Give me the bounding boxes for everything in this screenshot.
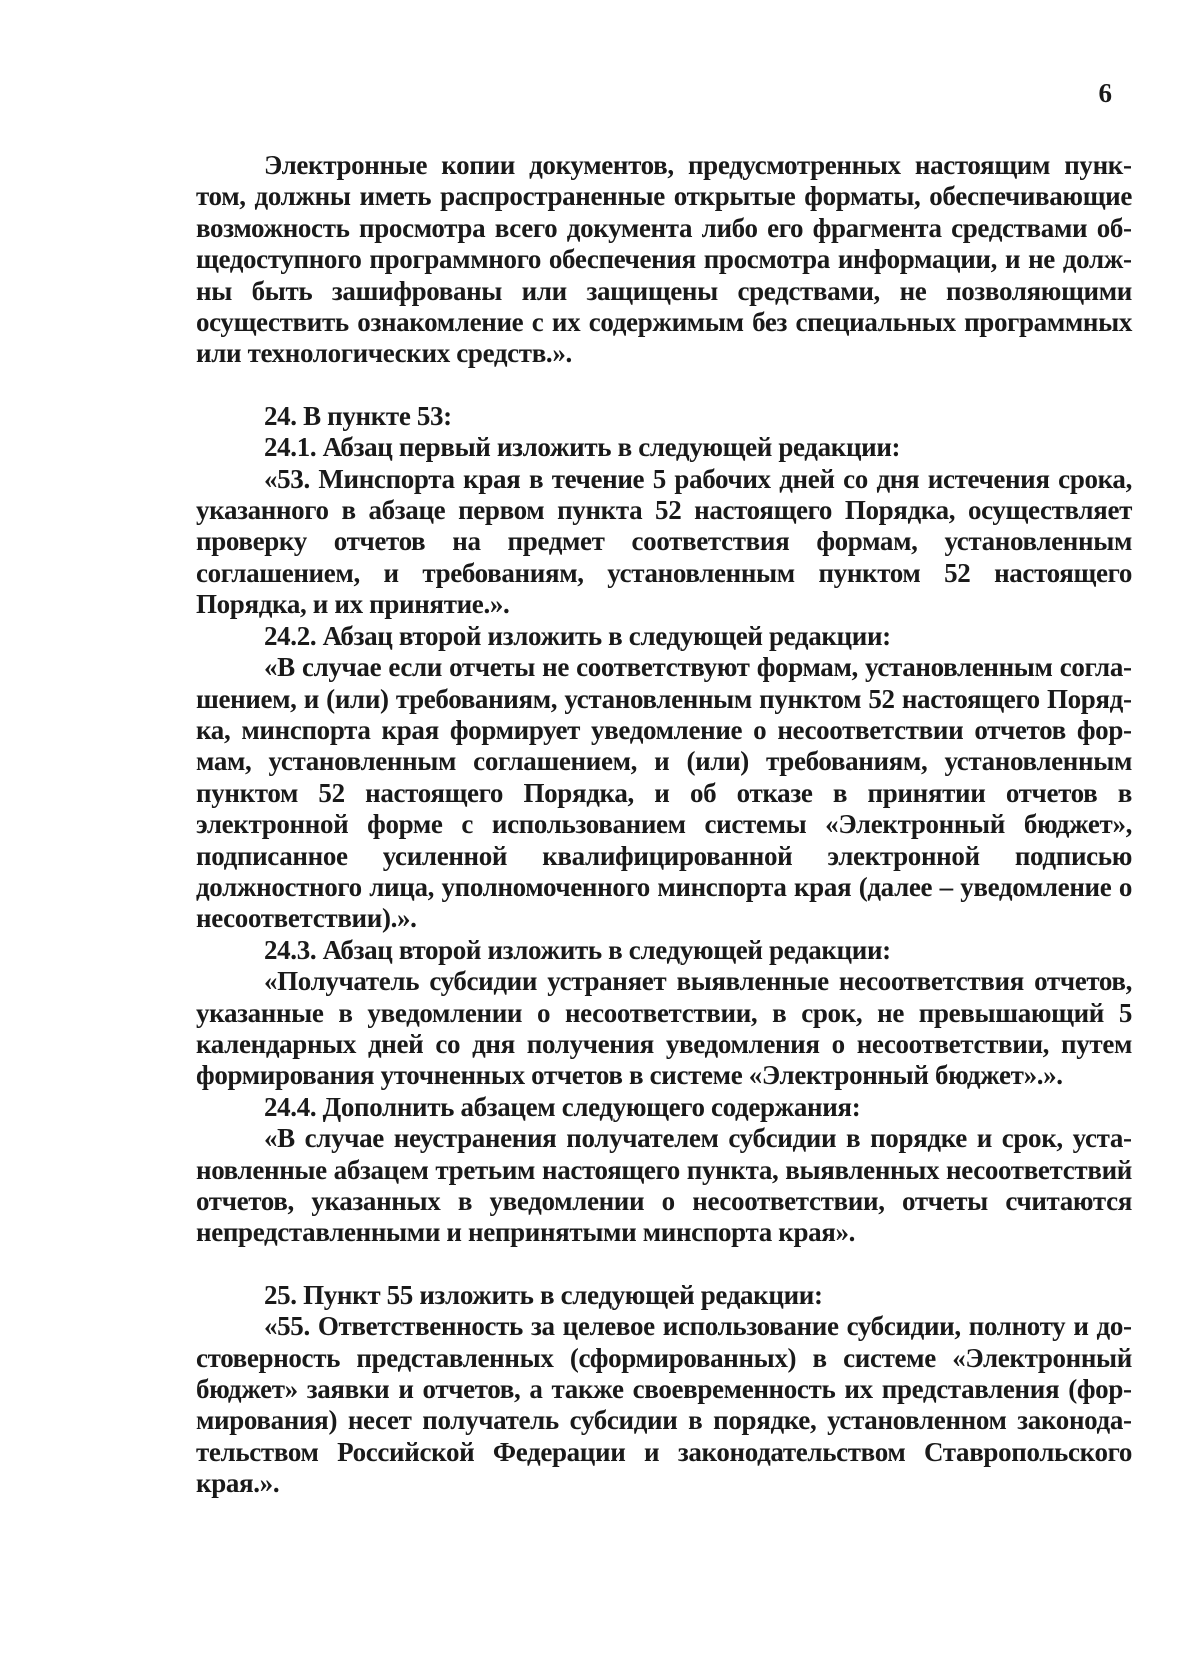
item-24-1-heading: 24.1. Абзац первый изложить в следующей редакции:	[264, 432, 901, 463]
document-body	[196, 150, 1132, 1500]
item-24-1-text: «53. Минспорта края в течение 5 рабочих дней со дня истечения срока, указанного в абзаце первом пункта 52 настоящего Порядка, осуществляет проверку отчетов на предмет соответствия формам, установленным соглашением, и требованиям, установленным пунктом 52 настоящего Порядка, и их принятие.».	[196, 463, 1132, 620]
item-25-text: «55. Ответственность за целевое использование субсидии, полноту и достоверность представленных (сформированных) в системе «Электронный бюджет» заявки и отчетов, а также своевременность их представления (формирования) несет получатель субсидии в порядке, установленном законодательством Российской Федерации и законодательством Ставропольского края.».	[196, 1311, 1132, 1499]
page-number: 6	[1098, 78, 1112, 108]
item-24-2-text: «В случае если отчеты не соответствуют формам, установленным соглашением, и (или) требованиям, установленным пунктом 52 настоящего Порядка, минспорта края формирует уведомление о несоответствии отчетов формам, установленным соглашением, и (или) требованиям, установленным пунктом 52 настоящего Порядка, и об отказе в принятии отчетов в электронной форме с использованием системы «Электронный бюджет», подписанное усиленной квалифицированной электронной подписью должностного лица, уполномоченного минспорта края (далее – уведомление о несоответствии).».	[196, 652, 1132, 934]
item-24-heading: 24. В пункте 53:	[264, 400, 452, 431]
item-25-heading: 25. Пункт 55 изложить в следующей редакции:	[264, 1279, 823, 1310]
item-24-3-heading: 24.3. Абзац второй изложить в следующей редакции:	[264, 934, 891, 965]
item-24-4-text: «В случае неустранения получателем субсидии в порядке и срок, установленные абзацем третьим настоящего пункта, выявленных несоответствий отчетов, указанных в уведомлении о несоответствии, отчеты считаются непредставленными и непринятыми минспорта края».	[196, 1123, 1132, 1248]
paragraph-electronic-copies: Электронные копии документов, предусмотренных настоящим пунктом, должны иметь распространенные открытые форматы, обеспечивающие возможность просмотра всего документа либо его фрагмента средствами общедоступного программного обеспечения просмотра информации, и не должны быть зашифрованы или защищены средствами, не позволяющими осуществить ознакомление с их содержимым без специальных программных или технологических средств.».	[196, 150, 1132, 369]
item-24-3-text: «Получатель субсидии устраняет выявленные несоответствия отчетов, указанные в уведомлении о несоответствии, в срок, не превышающий 5 календарных дней со дня получения уведомления о несоответствии, путем формирования уточненных отчетов в системе «Электронный бюджет».».	[196, 966, 1132, 1091]
item-24-4-heading: 24.4. Дополнить абзацем следующего содержания:	[264, 1091, 861, 1122]
item-24-2-heading: 24.2. Абзац второй изложить в следующей редакции:	[264, 620, 891, 651]
